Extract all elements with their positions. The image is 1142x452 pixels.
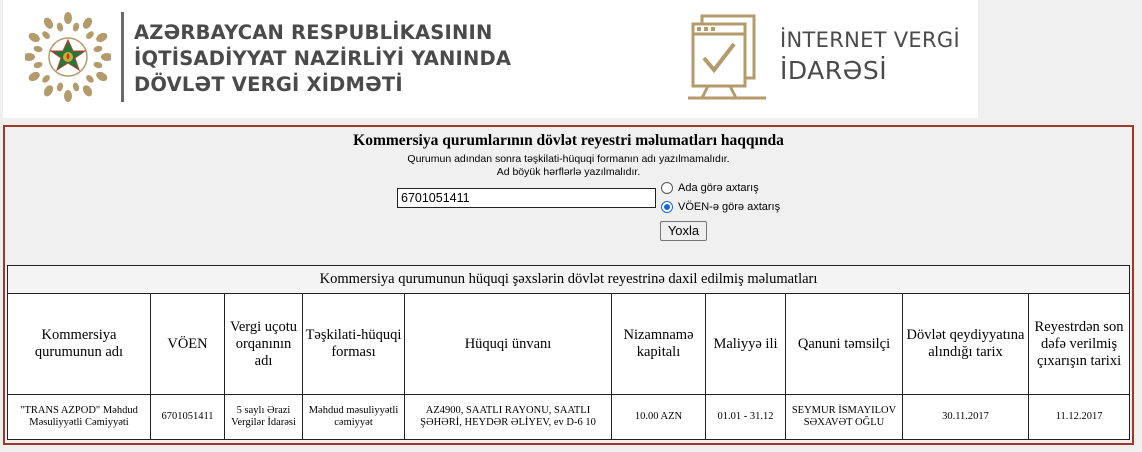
cell-legal-form: Məhdud məsuliyyətli cəmiyyət [303,395,405,440]
radio-button-name[interactable] [661,182,673,194]
site-header [3,0,978,118]
cell-legal-representative: SEYMUR İSMAYILOV SƏXAVƏT OĞLU [786,395,903,440]
radio-search-by-name[interactable] [661,182,759,194]
header-divider [121,12,124,102]
ministry-line-2: İQTİSADİYYAT NAZİRLİYİ YANINDA [134,47,512,70]
cell-extract-date: 11.12.2017 [1029,395,1130,440]
cell-company-name: "TRANS AZPOD" Məhdud Məsuliyyətli Cəmiyyəti [8,395,151,440]
form-note-1: Qurumun adından sonra təşkilati-hüquqi formanın adı yazılmamalıdır. [407,153,730,165]
cell-voen: 6701051411 [151,395,225,440]
form-note-2: Ad böyük hərflərlə yazılmalıdır. [496,166,641,178]
portal-name [780,26,960,88]
radio-button-voen[interactable] [661,201,673,213]
ministry-name [134,20,511,98]
search-input[interactable] [397,188,656,208]
state-emblem-icon [25,12,111,102]
form-title: Kommersiya qurumlarının dövlət reyestri məlumatları haqqında [353,132,784,149]
results-header-row [8,294,1130,395]
column-header: Reyestrdən son dəfə verilmiş çıxarışın tarixi [1029,294,1130,395]
column-header: Təşkilati-hüquqi forması [303,294,405,395]
portal-line-2: İDARƏSİ [780,56,888,85]
cell-registration-date: 30.11.2017 [903,395,1029,440]
column-header: Qanuni təmsilçi [786,294,903,395]
results-table [7,265,1130,440]
table-row [8,395,1130,440]
cell-charter-capital: 10.00 AZN [612,395,706,440]
results-caption: Kommersiya qurumunun hüquqi şəxslərin dövlət reyestrinə daxil edilmiş məlumatları [8,266,1130,294]
column-header: Dövlət qeydiyyatına alındığı tarix [903,294,1029,395]
column-header: Maliyyə ili [706,294,786,395]
column-header: Nizamnamə kapitalı [612,294,706,395]
ministry-line-1: AZƏRBAYCAN RESPUBLİKASININ [134,21,493,44]
computer-check-icon [688,14,768,100]
column-header: Kommersiya qurumunun adı [8,294,151,395]
cell-financial-year: 01.01 - 31.12 [706,395,786,440]
radio-search-by-voen[interactable] [661,201,780,213]
column-header: VÖEN [151,294,225,395]
portal-line-1: İNTERNET VERGİ [780,28,960,52]
column-header: Hüquqi ünvanı [405,294,612,395]
check-button[interactable]: Yoxla [660,221,707,241]
cell-tax-office: 5 saylı Ərazi Vergilər İdarəsi [225,395,303,440]
cell-legal-address: AZ4900, SAATLI RAYONU, SAATLI ŞƏHƏRİ, HEYDƏR ƏLİYEV, ev D-6 10 [405,395,612,440]
ministry-line-3: DÖVLƏT VERGİ XİDMƏTİ [134,73,403,96]
search-panel [3,125,1134,445]
radio-label-voen: VÖEN-ə görə axtarış [678,201,781,213]
radio-label-name: Ada görə axtarış [678,182,759,194]
column-header: Vergi uçotu orqanının adı [225,294,303,395]
